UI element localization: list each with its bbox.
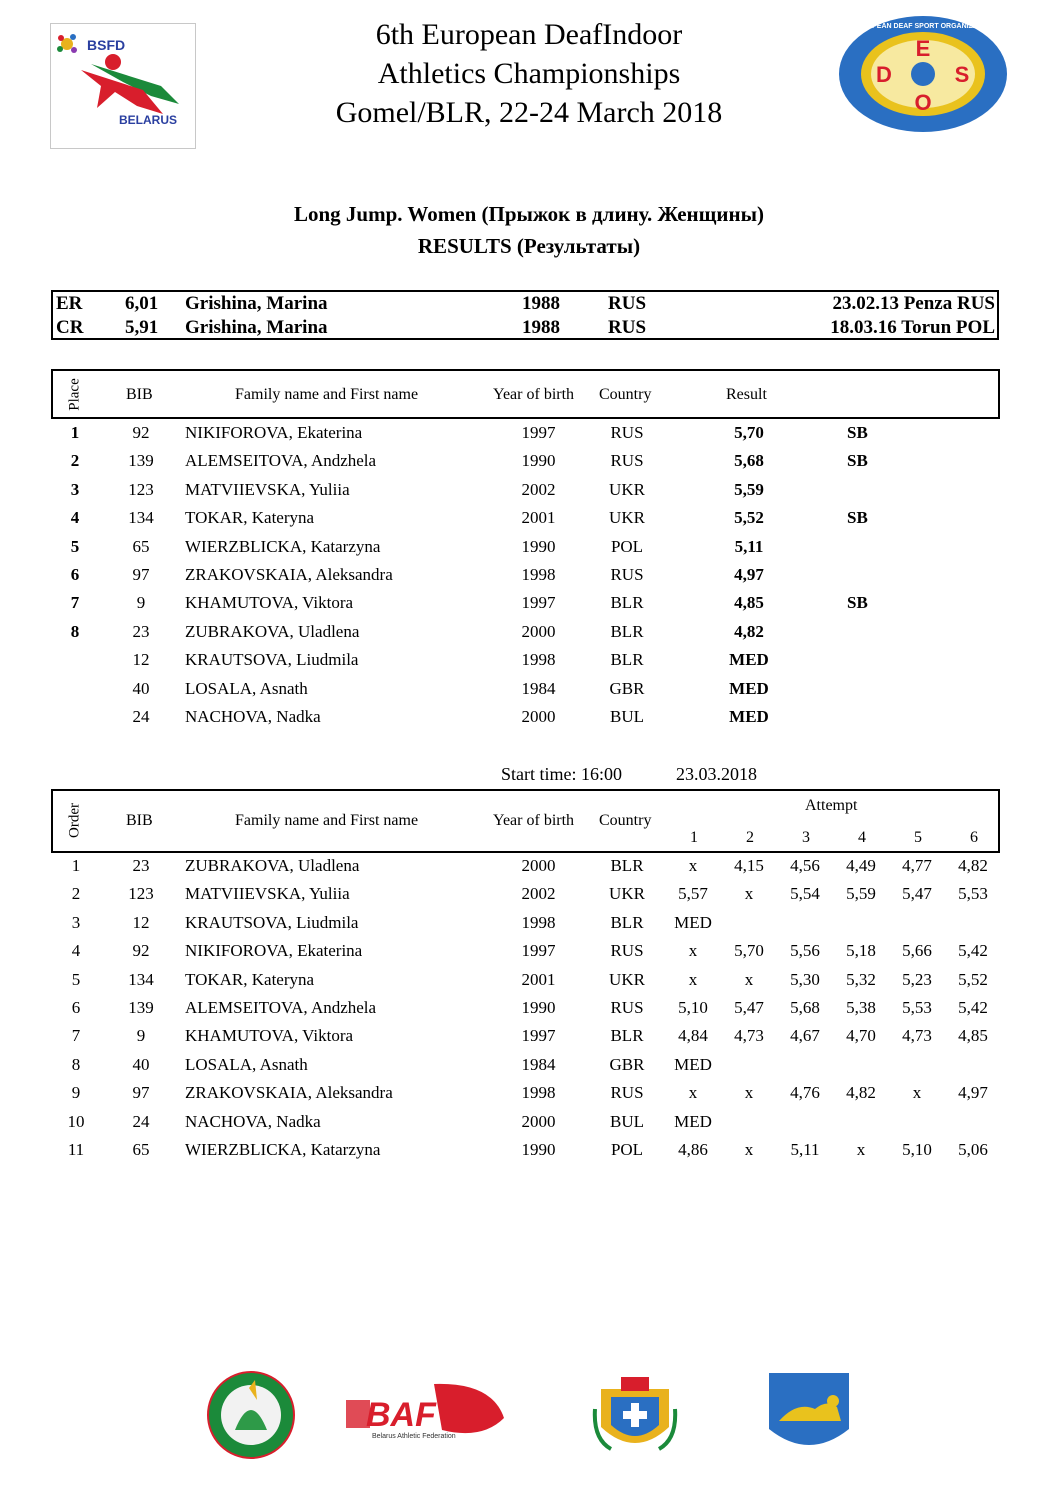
attempt-mark-1: 5,57 [678, 884, 708, 904]
result-year: 2002 [521, 479, 556, 499]
attempt-mark-6: 4,97 [958, 1083, 988, 1103]
result-country: BLR [610, 621, 644, 641]
result-name: TOKAR, Kateryna [185, 508, 315, 528]
result-row [51, 679, 1000, 707]
record-name: Grishina, Marina [185, 293, 328, 314]
attempt-mark-3: 5,54 [790, 884, 820, 904]
attempt-mark-6: 4,82 [958, 856, 988, 875]
baf-logo [342, 1378, 508, 1444]
result-mark: 4,85 [734, 593, 764, 613]
attempt-country: RUS [610, 941, 644, 961]
attempt-name: KHAMUTOVA, Viktora [185, 1026, 354, 1046]
record-info: 23.02.13 Penza RUS [832, 293, 995, 314]
result-row [51, 622, 1000, 650]
result-row [51, 508, 1000, 536]
attempt-mark-5: x [912, 1083, 922, 1103]
result-mark: 4,82 [734, 621, 764, 641]
result-year: 2000 [521, 621, 556, 641]
record-row [53, 317, 997, 341]
result-name: KRAUTSOVA, Liudmila [185, 650, 359, 670]
result-country: GBR [609, 678, 645, 698]
attempt-order: 5 [71, 969, 81, 989]
result-mark: MED [729, 707, 769, 726]
attempt-mark-3: 4,76 [790, 1083, 820, 1103]
attempt-mark-2: 4,15 [734, 856, 764, 875]
attempt-year: 1990 [521, 998, 556, 1017]
header-order: Order [66, 803, 83, 838]
result-country: UKR [609, 508, 645, 528]
result-country: BUL [610, 707, 644, 726]
attempt-mark-1: MED [674, 912, 712, 932]
header-year: Year of birth [493, 812, 575, 829]
header-name: Family name and First name [235, 812, 419, 829]
attempt-mark-4: 4,49 [846, 856, 876, 875]
result-mark: 5,70 [734, 423, 764, 442]
result-country: BLR [610, 650, 644, 670]
svg-text:BAF: BAF [366, 1396, 436, 1434]
attempt-order: 7 [71, 1026, 81, 1046]
result-name: NIKIFOROVA, Ekaterina [185, 423, 363, 442]
result-bib: 24 [132, 707, 150, 726]
record-country: RUS [608, 317, 647, 338]
result-mark: 4,97 [734, 565, 764, 584]
attempt-mark-4: 4,82 [846, 1083, 876, 1103]
attempt-row [51, 941, 1000, 969]
svg-text:E: E [915, 36, 931, 61]
attempt-mark-2: 4,73 [734, 1026, 764, 1046]
attempt-name: MATVIIEVSKA, Yuliia [185, 884, 350, 904]
result-bib: 40 [132, 678, 150, 698]
attempt-year: 1997 [521, 941, 556, 961]
result-row [51, 537, 1000, 565]
attempt-bib: 139 [128, 998, 154, 1017]
svg-text:EUROPEAN DEAF SPORT ORGANIZATI: EUROPEAN DEAF SPORT ORGANIZATION [851, 23, 995, 30]
header-name: Family name and First name [235, 386, 419, 403]
attempt-row [51, 1055, 1000, 1083]
result-year: 1998 [521, 650, 556, 670]
attempt-mark-5: 5,47 [902, 884, 932, 904]
attempt-bib: 9 [136, 1026, 146, 1046]
attempt-bib: 92 [132, 941, 150, 961]
attempt-mark-2: 5,70 [734, 941, 764, 961]
result-place: 5 [70, 536, 80, 556]
attempt-country: UKR [609, 884, 645, 904]
attempt-mark-1: x [688, 941, 698, 961]
result-bib: 139 [128, 451, 154, 471]
attempt-mark-1: x [688, 969, 698, 989]
attempt-year: 1984 [521, 1054, 556, 1074]
result-year: 1998 [521, 565, 556, 584]
attempt-order: 11 [67, 1140, 85, 1159]
svg-text:BSFD: BSFD [87, 37, 126, 53]
attempt-year: 1997 [521, 1026, 556, 1046]
ministry-sport-logo [205, 1370, 297, 1460]
record-row [53, 293, 997, 317]
result-place: 6 [70, 565, 80, 584]
attempt-row [51, 998, 1000, 1026]
svg-text:O: O [914, 90, 932, 115]
result-bib: 123 [128, 479, 154, 499]
attempt-name: KRAUTSOVA, Liudmila [185, 912, 359, 932]
attempt-name: WIERZBLICKA, Katarzyna [185, 1140, 381, 1159]
attempt-row [51, 884, 1000, 912]
event-subtitle: RESULTS (Результаты) [417, 234, 641, 258]
attempt-mark-6: 5,52 [958, 969, 988, 989]
attempt-name: NIKIFOROVA, Ekaterina [185, 941, 363, 961]
record-country: RUS [608, 293, 647, 314]
attempt-mark-5: 5,23 [902, 969, 932, 989]
result-year: 1997 [521, 423, 556, 442]
attempt-year: 1990 [521, 1140, 556, 1159]
attempt-mark-1: 5,10 [678, 998, 708, 1017]
attempt-mark-1: x [688, 1083, 698, 1103]
record-code: CR [56, 317, 84, 338]
result-note: SB [847, 423, 868, 442]
result-year: 1984 [521, 678, 556, 698]
result-name: NACHOVA, Nadka [185, 707, 321, 726]
attempt-mark-3: 5,11 [790, 1140, 820, 1159]
attempt-year: 1998 [521, 1083, 556, 1103]
attempt-mark-6: 4,85 [958, 1026, 988, 1046]
attempt-mark-6: 5,53 [958, 884, 988, 904]
attempt-name: ALEMSEITOVA, Andzhela [185, 998, 377, 1017]
attempt-mark-5: 5,66 [902, 941, 932, 961]
header-country: Country [599, 386, 652, 403]
attempt-name: LOSALA, Asnath [185, 1054, 308, 1074]
attempt-row [51, 970, 1000, 998]
attempt-mark-1: 4,84 [678, 1026, 708, 1046]
result-row [51, 707, 1000, 735]
header-attempt-5: 5 [914, 829, 922, 846]
attempt-row [51, 1083, 1000, 1111]
attempt-mark-2: x [744, 969, 754, 989]
attempt-bib: 65 [132, 1140, 150, 1159]
record-code: ER [56, 293, 83, 314]
header-bib: BIB [126, 812, 153, 829]
attempt-year: 2002 [521, 884, 556, 904]
record-year: 1988 [522, 293, 560, 314]
attempt-mark-4: 4,70 [846, 1026, 876, 1046]
result-year: 1997 [521, 593, 556, 613]
result-place: 3 [70, 479, 80, 499]
attempt-mark-2: x [744, 1083, 754, 1103]
attempt-year: 2000 [521, 856, 556, 875]
attempt-mark-1: MED [674, 1054, 712, 1074]
result-bib: 12 [132, 650, 150, 670]
result-country: POL [610, 536, 644, 556]
attempt-mark-6: 5,06 [958, 1140, 988, 1159]
event-title: Long Jump. Women (Прыжок в длину. Женщины) [294, 202, 764, 226]
record-mark: 6,01 [125, 293, 159, 314]
attempt-mark-6: 5,42 [958, 998, 988, 1017]
attempt-mark-2: 5,47 [734, 998, 764, 1017]
attempt-mark-2: x [744, 884, 754, 904]
header-attempt: Attempt [805, 797, 858, 814]
attempt-mark-5: 5,10 [902, 1140, 932, 1159]
attempt-mark-4: 5,32 [846, 969, 876, 989]
attempt-year: 2000 [521, 1111, 556, 1131]
result-row [51, 423, 1000, 451]
result-name: ZUBRAKOVA, Uladlena [185, 621, 360, 641]
attempt-mark-3: 5,68 [790, 998, 820, 1017]
result-name: ALEMSEITOVA, Andzhela [185, 451, 377, 471]
attempt-mark-4: 5,18 [846, 941, 876, 961]
attempt-year: 2001 [521, 969, 556, 989]
result-row [51, 451, 1000, 479]
attempt-mark-4: 5,38 [846, 998, 876, 1017]
record-year: 1988 [522, 317, 560, 338]
attempt-order: 8 [71, 1054, 81, 1074]
attempt-year: 1998 [521, 912, 556, 932]
result-country: RUS [610, 451, 644, 471]
attempt-mark-1: x [688, 856, 698, 875]
result-bib: 9 [136, 593, 146, 613]
attempt-row [51, 913, 1000, 941]
attempt-country: BLR [610, 856, 644, 875]
record-name: Grishina, Marina [185, 317, 328, 338]
attempt-row [51, 1112, 1000, 1140]
attempt-order: 2 [71, 884, 81, 904]
result-note: SB [847, 451, 868, 471]
attempt-mark-4: 5,59 [846, 884, 876, 904]
attempt-order: 9 [71, 1083, 81, 1103]
result-name: MATVIIEVSKA, Yuliia [185, 479, 350, 499]
attempt-mark-3: 5,56 [790, 941, 820, 961]
title-line-1: 6th European DeafIndoor [375, 18, 683, 51]
result-row [51, 650, 1000, 678]
result-name: KHAMUTOVA, Viktora [185, 593, 354, 613]
result-name: WIERZBLICKA, Katarzyna [185, 536, 381, 556]
attempt-bib: 134 [128, 969, 154, 989]
header-attempt-2: 2 [746, 829, 754, 846]
attempt-name: ZUBRAKOVA, Uladlena [185, 856, 360, 875]
header-attempt-1: 1 [690, 829, 698, 846]
attempt-country: BLR [610, 1026, 644, 1046]
gomel-region-coat-of-arms [591, 1369, 679, 1459]
result-mark: 5,11 [734, 536, 764, 556]
attempt-bib: 12 [132, 912, 150, 932]
result-country: RUS [610, 565, 644, 584]
attempt-country: UKR [609, 969, 645, 989]
attempt-row [51, 856, 1000, 884]
result-place: 7 [70, 593, 80, 613]
result-mark: 5,52 [734, 508, 764, 528]
results-header [51, 369, 1000, 419]
result-bib: 23 [132, 621, 150, 641]
header-attempt-3: 3 [802, 829, 810, 846]
result-country: RUS [610, 423, 644, 442]
result-bib: 92 [132, 423, 150, 442]
result-year: 1990 [521, 451, 556, 471]
attempt-bib: 23 [132, 856, 150, 875]
header-result: Result [726, 386, 767, 403]
result-place: 2 [70, 451, 80, 471]
attempt-country: POL [610, 1140, 644, 1159]
attempt-order: 1 [71, 856, 81, 875]
result-mark: MED [729, 650, 769, 670]
svg-text:D: D [876, 62, 892, 87]
record-info: 18.03.16 Torun POL [830, 317, 995, 338]
attempt-bib: 40 [132, 1054, 150, 1074]
attempt-mark-5: 4,77 [902, 856, 932, 875]
result-mark: 5,68 [734, 451, 764, 471]
result-country: UKR [609, 479, 645, 499]
attempt-order: 3 [71, 912, 81, 932]
result-place: 4 [70, 508, 80, 528]
header-attempt-6: 6 [970, 829, 978, 846]
result-name: ZRAKOVSKAIA, Aleksandra [185, 565, 393, 584]
attempt-mark-3: 4,67 [790, 1026, 820, 1046]
attempt-name: TOKAR, Kateryna [185, 969, 315, 989]
attempt-mark-1: MED [674, 1111, 712, 1131]
attempt-mark-2: x [744, 1140, 754, 1159]
attempts-header [51, 789, 1000, 853]
attempt-bib: 123 [128, 884, 154, 904]
attempt-mark-1: 4,86 [678, 1140, 708, 1159]
title-line-2: Athletics Championships [377, 57, 681, 90]
result-name: LOSALA, Asnath [185, 678, 308, 698]
attempt-mark-6: 5,42 [958, 941, 988, 961]
attempt-mark-3: 5,30 [790, 969, 820, 989]
attempt-country: BUL [610, 1111, 644, 1131]
svg-text:S: S [954, 62, 970, 87]
result-bib: 65 [132, 536, 150, 556]
attempt-order: 6 [71, 998, 81, 1017]
attempt-country: GBR [609, 1054, 645, 1074]
result-place: 8 [70, 621, 80, 641]
title-line-3: Gomel/BLR, 22-24 March 2018 [335, 96, 723, 129]
result-year: 2001 [521, 508, 556, 528]
attempt-order: 4 [71, 941, 81, 961]
attempt-country: BLR [610, 912, 644, 932]
attempt-country: RUS [610, 1083, 644, 1103]
header-bib: BIB [126, 386, 153, 403]
attempt-order: 10 [67, 1111, 85, 1131]
result-row [51, 480, 1000, 508]
attempt-name: ZRAKOVSKAIA, Aleksandra [185, 1083, 393, 1103]
header-attempt-4: 4 [858, 829, 866, 846]
header-country: Country [599, 812, 652, 829]
result-note: SB [847, 508, 868, 528]
attempt-mark-5: 5,53 [902, 998, 932, 1017]
svg-text:BELARUS: BELARUS [119, 113, 178, 127]
result-country: BLR [610, 593, 644, 613]
attempt-mark-5: 4,73 [902, 1026, 932, 1046]
gomel-city-coat-of-arms [767, 1371, 851, 1455]
result-bib: 97 [132, 565, 150, 584]
result-row [51, 565, 1000, 593]
start-date: 23.03.2018 [676, 764, 757, 784]
result-year: 1990 [521, 536, 556, 556]
attempt-bib: 97 [132, 1083, 150, 1103]
result-mark: 5,59 [734, 479, 764, 499]
start-time: Start time: 16:00 [501, 764, 622, 784]
attempt-name: NACHOVA, Nadka [185, 1111, 321, 1131]
result-note: SB [847, 593, 868, 613]
attempt-mark-4: x [856, 1140, 866, 1159]
result-place: 1 [70, 423, 80, 442]
header-year: Year of birth [493, 386, 575, 403]
attempt-row [51, 1140, 1000, 1168]
result-bib: 134 [128, 508, 154, 528]
result-row [51, 593, 1000, 621]
attempt-country: RUS [610, 998, 644, 1017]
attempt-row [51, 1026, 1000, 1054]
result-year: 2000 [521, 707, 556, 726]
attempt-mark-3: 4,56 [790, 856, 820, 875]
svg-text:Belarus Athletic Federation: Belarus Athletic Federation [372, 1433, 456, 1440]
header-place: Place [66, 378, 83, 411]
attempt-bib: 24 [132, 1111, 150, 1131]
edso-logo [836, 14, 1010, 134]
result-mark: MED [729, 678, 769, 698]
records-box [51, 290, 999, 340]
record-mark: 5,91 [125, 317, 159, 338]
